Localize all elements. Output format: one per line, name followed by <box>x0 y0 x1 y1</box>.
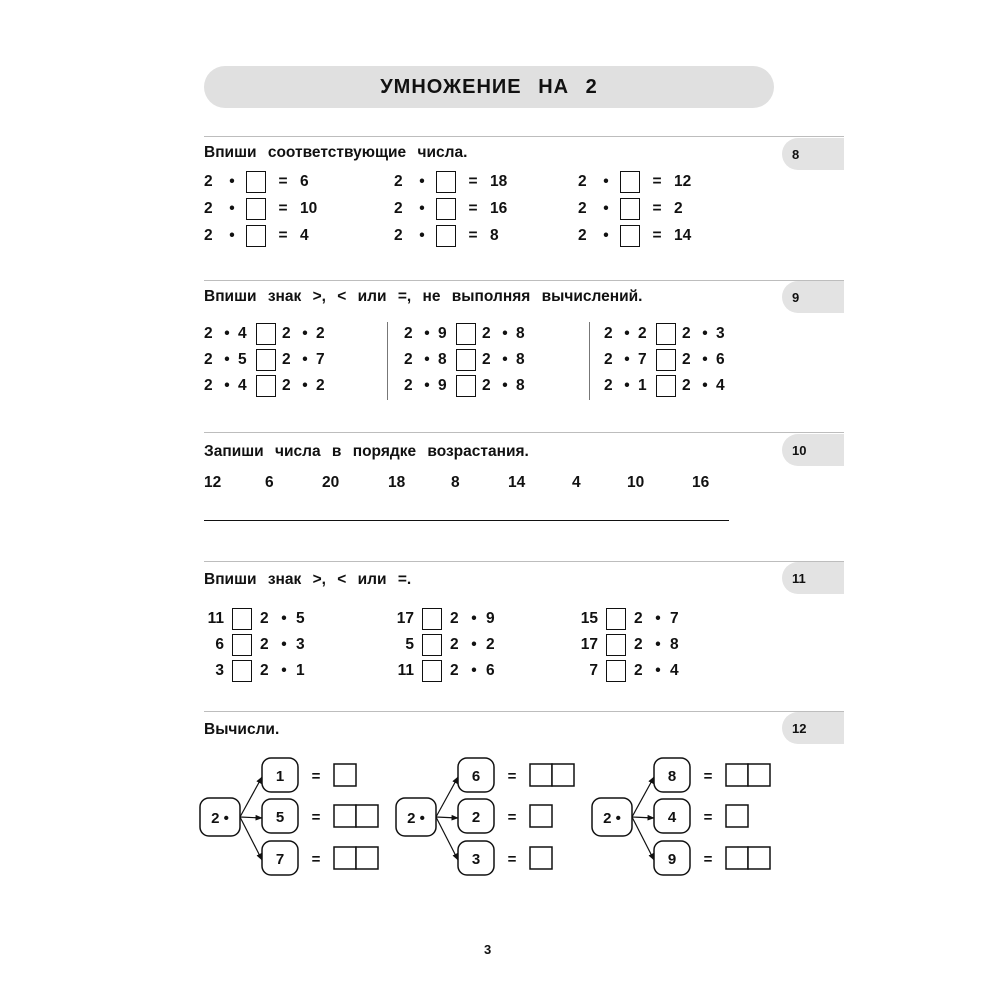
answer-cell[interactable] <box>334 764 356 786</box>
answer-cell[interactable] <box>334 805 356 827</box>
number: 3 <box>215 662 224 679</box>
operand: 2 <box>638 325 647 342</box>
multiply-sign: • <box>281 610 287 627</box>
operand: 2 <box>682 377 691 394</box>
operand: 2 <box>604 351 613 368</box>
operand: 2 <box>316 377 325 394</box>
multiply-sign: • <box>702 325 708 342</box>
sequence-number: 18 <box>388 474 406 491</box>
result: 18 <box>490 173 508 190</box>
multiply-sign: • <box>302 351 308 368</box>
number: 11 <box>207 610 224 627</box>
exercise-10-instruction: Запиши числа в порядке возрастания. <box>204 443 529 460</box>
result: 12 <box>674 173 692 190</box>
arrow <box>632 777 654 817</box>
number: 5 <box>405 636 414 653</box>
equals-sign: = <box>703 851 713 868</box>
multiply-sign: • <box>302 325 308 342</box>
operand: 2 <box>450 636 459 653</box>
operand: 2 <box>404 325 413 342</box>
multiply-sign: • <box>502 325 508 342</box>
arrow <box>632 817 654 860</box>
number: 11 <box>397 662 414 679</box>
operand: 2 <box>260 662 269 679</box>
equals-sign: = <box>468 227 478 244</box>
equals-sign: = <box>652 200 662 217</box>
equals-sign: = <box>652 173 662 190</box>
arrow <box>436 817 458 818</box>
equals-sign: = <box>311 809 321 826</box>
multiply-sign: • <box>471 610 477 627</box>
equals-sign: = <box>507 768 517 785</box>
exercise-number-8: 8 <box>782 138 844 170</box>
source-label: 2 • <box>211 810 229 827</box>
result: 4 <box>300 227 309 244</box>
answer-cell[interactable] <box>356 847 378 869</box>
multiply-sign: • <box>502 351 508 368</box>
multiply-sign: • <box>655 662 661 679</box>
sequence-number: 10 <box>627 474 645 491</box>
multiply-sign: • <box>224 351 230 368</box>
multiply-sign: • <box>702 351 708 368</box>
multiply-sign: • <box>624 377 630 394</box>
operand: 4 <box>238 325 247 342</box>
equals-sign: = <box>507 809 517 826</box>
exercise-number-12: 12 <box>782 712 844 744</box>
target-number: 2 <box>471 809 481 826</box>
page-number: 3 <box>484 942 492 957</box>
answer-cell[interactable] <box>726 764 748 786</box>
operand: 2 <box>634 610 643 627</box>
equals-sign: = <box>703 768 713 785</box>
factor: 2 <box>578 173 587 190</box>
operand: 2 <box>634 662 643 679</box>
multiply-sign: • <box>229 227 235 244</box>
target-number: 8 <box>667 768 677 785</box>
multiply-sign: • <box>424 377 430 394</box>
operand: 3 <box>296 636 305 653</box>
operand: 2 <box>316 325 325 342</box>
operand: 2 <box>486 636 495 653</box>
operand: 2 <box>682 351 691 368</box>
operand: 2 <box>204 325 213 342</box>
multiply-sign: • <box>302 377 308 394</box>
multiply-sign: • <box>624 351 630 368</box>
operand: 2 <box>482 377 491 394</box>
page-title: УМНОЖЕНИЕ НА 2 <box>204 66 774 108</box>
operand: 2 <box>482 325 491 342</box>
factor: 2 <box>578 227 587 244</box>
operand: 4 <box>238 377 247 394</box>
answer-cell[interactable] <box>552 764 574 786</box>
number: 17 <box>580 636 598 653</box>
equals-sign: = <box>703 809 713 826</box>
source-label: 2 • <box>407 810 425 827</box>
operand: 2 <box>450 662 459 679</box>
answer-cell[interactable] <box>748 764 770 786</box>
answer-cell[interactable] <box>726 805 748 827</box>
answer-cell[interactable] <box>530 805 552 827</box>
result: 14 <box>674 227 692 244</box>
answer-cell[interactable] <box>726 847 748 869</box>
operand: 2 <box>260 636 269 653</box>
exercise-number-11: 11 <box>782 562 844 594</box>
sequence-number: 20 <box>322 474 340 491</box>
factor: 2 <box>394 227 403 244</box>
answer-cell[interactable] <box>530 764 552 786</box>
operand: 2 <box>404 351 413 368</box>
multiply-sign: • <box>471 636 477 653</box>
operand: 8 <box>438 351 447 368</box>
operand: 8 <box>516 325 525 342</box>
equals-sign: = <box>278 200 288 217</box>
sequence-number: 14 <box>508 474 526 491</box>
multiply-sign: • <box>655 636 661 653</box>
source-label: 2 • <box>603 810 621 827</box>
multiply-sign: • <box>419 227 425 244</box>
operand: 2 <box>282 325 291 342</box>
multiply-sign: • <box>655 610 661 627</box>
exercise-11-instruction: Впиши знак >, < или =. <box>204 571 412 588</box>
exercise-8-instruction: Впиши соответствующие числа. <box>204 144 468 161</box>
factor: 2 <box>204 227 213 244</box>
multiply-sign: • <box>229 200 235 217</box>
equals-sign: = <box>468 173 478 190</box>
operand: 7 <box>670 610 679 627</box>
equals-sign: = <box>468 200 478 217</box>
operand: 9 <box>438 377 447 394</box>
arrow <box>436 817 458 860</box>
factor: 2 <box>204 200 213 217</box>
multiply-sign: • <box>502 377 508 394</box>
operand: 7 <box>316 351 325 368</box>
operand: 8 <box>670 636 679 653</box>
equals-sign: = <box>652 227 662 244</box>
operand: 2 <box>604 377 613 394</box>
operand: 5 <box>238 351 247 368</box>
target-number: 5 <box>275 809 285 826</box>
multiply-sign: • <box>281 636 287 653</box>
operand: 3 <box>716 325 725 342</box>
multiply-sign: • <box>603 227 609 244</box>
operand: 8 <box>516 377 525 394</box>
number: 15 <box>580 610 598 627</box>
sequence-number: 8 <box>451 474 460 491</box>
factor: 2 <box>394 173 403 190</box>
result: 2 <box>674 200 683 217</box>
target-number: 9 <box>667 851 677 868</box>
operand: 6 <box>486 662 495 679</box>
equals-sign: = <box>311 768 321 785</box>
operand: 9 <box>486 610 495 627</box>
answer-cell[interactable] <box>356 805 378 827</box>
target-number: 7 <box>275 851 285 868</box>
operand: 2 <box>634 636 643 653</box>
target-number: 4 <box>667 809 677 826</box>
operand: 8 <box>516 351 525 368</box>
answer-cell[interactable] <box>530 847 552 869</box>
number: 17 <box>396 610 414 627</box>
arrow <box>240 817 262 818</box>
operand: 2 <box>204 377 213 394</box>
operand: 2 <box>204 351 213 368</box>
multiply-sign: • <box>424 325 430 342</box>
operand: 2 <box>682 325 691 342</box>
exercise-12-instruction: Вычисли. <box>204 721 280 738</box>
operand: 2 <box>482 351 491 368</box>
result: 16 <box>490 200 508 217</box>
operand: 2 <box>604 325 613 342</box>
multiply-sign: • <box>603 200 609 217</box>
arrow <box>632 817 654 818</box>
sequence-number: 4 <box>572 474 581 491</box>
operand: 1 <box>638 377 647 394</box>
target-number: 1 <box>275 768 285 785</box>
multiply-sign: • <box>419 173 425 190</box>
result: 8 <box>490 227 499 244</box>
operand: 4 <box>716 377 725 394</box>
operand: 2 <box>450 610 459 627</box>
multiply-sign: • <box>424 351 430 368</box>
multiply-sign: • <box>224 325 230 342</box>
factor: 2 <box>204 173 213 190</box>
sequence-number: 16 <box>692 474 710 491</box>
arrow <box>436 777 458 817</box>
operand: 2 <box>282 351 291 368</box>
multiply-sign: • <box>224 377 230 394</box>
equals-sign: = <box>278 173 288 190</box>
factor: 2 <box>578 200 587 217</box>
operand: 9 <box>438 325 447 342</box>
equals-sign: = <box>278 227 288 244</box>
multiply-sign: • <box>419 200 425 217</box>
multiply-sign: • <box>702 377 708 394</box>
arrow <box>240 777 262 817</box>
number: 6 <box>215 636 224 653</box>
multiply-sign: • <box>471 662 477 679</box>
answer-cell[interactable] <box>334 847 356 869</box>
answer-cell[interactable] <box>748 847 770 869</box>
target-number: 6 <box>471 768 481 785</box>
operand: 6 <box>716 351 725 368</box>
equals-sign: = <box>507 851 517 868</box>
sequence-number: 6 <box>265 474 274 491</box>
exercise-number-10: 10 <box>782 434 844 466</box>
result: 10 <box>300 200 318 217</box>
operand: 4 <box>670 662 679 679</box>
multiply-sign: • <box>603 173 609 190</box>
exercise-number-9: 9 <box>782 281 844 313</box>
result: 6 <box>300 173 309 190</box>
factor: 2 <box>394 200 403 217</box>
operand: 1 <box>296 662 305 679</box>
multiply-sign: • <box>229 173 235 190</box>
operand: 2 <box>404 377 413 394</box>
exercise-9-instruction: Впиши знак >, < или =, не выполняя вычислений. <box>204 288 643 305</box>
equals-sign: = <box>311 851 321 868</box>
sequence-number: 12 <box>204 474 222 491</box>
operand: 2 <box>282 377 291 394</box>
multiply-sign: • <box>281 662 287 679</box>
operand: 7 <box>638 351 647 368</box>
operand: 2 <box>260 610 269 627</box>
multiply-sign: • <box>624 325 630 342</box>
target-number: 3 <box>471 851 481 868</box>
number: 7 <box>589 662 598 679</box>
operand: 5 <box>296 610 305 627</box>
arrow <box>240 817 262 860</box>
